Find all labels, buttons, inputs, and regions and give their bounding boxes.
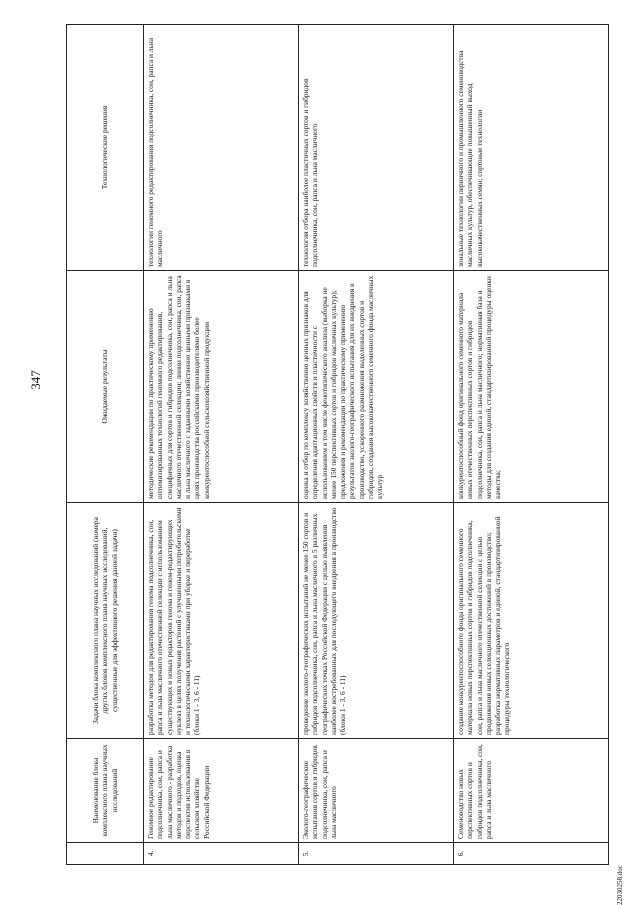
row-results: методические рекомендации по практическому применению оптимизированных технологий геномного редактирования, специфичных для сортов и гибридов подсолнечника, сои, рапса и льна масличного отечественной селекции; линии подсолнечника, сои, рапса и льна масличного с заданными хозяйственно ценными признаками в целях производства российскими производителями более конкурентоспособной сельскохозяйственной продукции bbox=[144, 271, 299, 503]
row-block-name: Эколого-географические испытания сортов и гибридов подсолнечника, сои, рапса и льна масличного bbox=[299, 739, 454, 843]
row-tech-solutions: зональные технологии первичного и промышленного семеноводства масличных культур, обеспечивающие повышенный выход высококачественных семян; сортовые технологии bbox=[454, 25, 609, 271]
row-tech-solutions: технология отбора наиболее пластичных сортов и гибридов подсолнечника, сои, рапса и льна масличного bbox=[299, 25, 454, 271]
row-block-name: Семеноводство новых перспективных сортов и гибридов подсолнечника, сои, рапса и льна масличного bbox=[454, 739, 609, 843]
page-number: 347 bbox=[28, 370, 43, 390]
row-results: конкурентоспособный фонд оригинального семенного материала новых отечественных перспективных сортов и гибридов подсолнечника, сои, рапса и льна масличного; нормативная база и методы для создания единой, стандартизированной процедуры оценки качества; bbox=[454, 271, 609, 503]
header-tasks: Задачи блока комплексного плана научных исследований (номера других блоков комплексного плана научных исследований, существенные для эффективного решения данной задачи) bbox=[67, 503, 144, 739]
header-num bbox=[67, 843, 144, 865]
row-tasks: проведение эколого-географических испытаний не менее 150 сортов и гибридов подсолнечника, сои, рапса и льна масличного в 5 различных географических точках Российской Федерации с целью выявления наиболее востребованных для последующего внедрения в производство (блоки 1 - 3, 6 - 11) bbox=[299, 503, 454, 739]
row-number: 6. bbox=[454, 843, 609, 865]
row-number: 4. bbox=[144, 843, 299, 865]
header-tech-solutions: Технологические решения bbox=[67, 25, 144, 271]
header-results: Ожидаемые результаты bbox=[67, 271, 144, 503]
row-results: оценка и отбор по комплексу хозяйственно ценных признаков для определения адаптационных свойств и пластичности с использованием в том числе фенотипического анализа (выборка не менее 150 перспективных сортов и гибридов масличных культур); предложения и рекомендации по практическому применению результатов эколого-географического испытания для их внедрения в производство, ускоренного размножения выделенных сортов и гибридов, создания высококачественного семенного фонда масличных культур bbox=[299, 271, 454, 503]
row-number: 5. bbox=[299, 843, 454, 865]
row-tasks: разработка методов для редактирования генома подсолнечника, сои, рапса и льна масличного отечественной селекции с использованием существующих и новых редакторов генома и геном-редактирующих нуклеаз в целях получения растений с улучшенными потребительскими и технологическими характеристиками при уборке и переработке (блоки 1 - 3, 6 - 11) bbox=[144, 503, 299, 739]
header-block-name: Наименование блока комплексного плана научных исследований bbox=[67, 739, 144, 843]
row-tech-solutions: технологии геномного редактирования подсолнечника, сои, рапса и льна масличного bbox=[144, 25, 299, 271]
document-code: 22030258.doc bbox=[616, 865, 624, 905]
row-tasks: создание конкурентоспособного фонда оригинального семенного материала новых перспективных сортов и гибридов подсолнечника, сои, рапса и льна масличного отечественной селекции с целью продвижения новых селекционных достижений в производство; разработка нормативных параметров и единой, стандартизированной процедуры технологического bbox=[454, 503, 609, 739]
table-row bbox=[299, 25, 454, 865]
table-header-row bbox=[67, 25, 144, 865]
row-block-name: Геномное редактирование подсолнечника, сои, рапса и льна масличного - разработка методов и подходов, оценка перспектив использования в сельском хозяйстве Российской Федерации bbox=[144, 739, 299, 843]
table-row bbox=[454, 25, 609, 865]
table-row bbox=[144, 25, 299, 865]
research-plan-table bbox=[66, 24, 609, 865]
